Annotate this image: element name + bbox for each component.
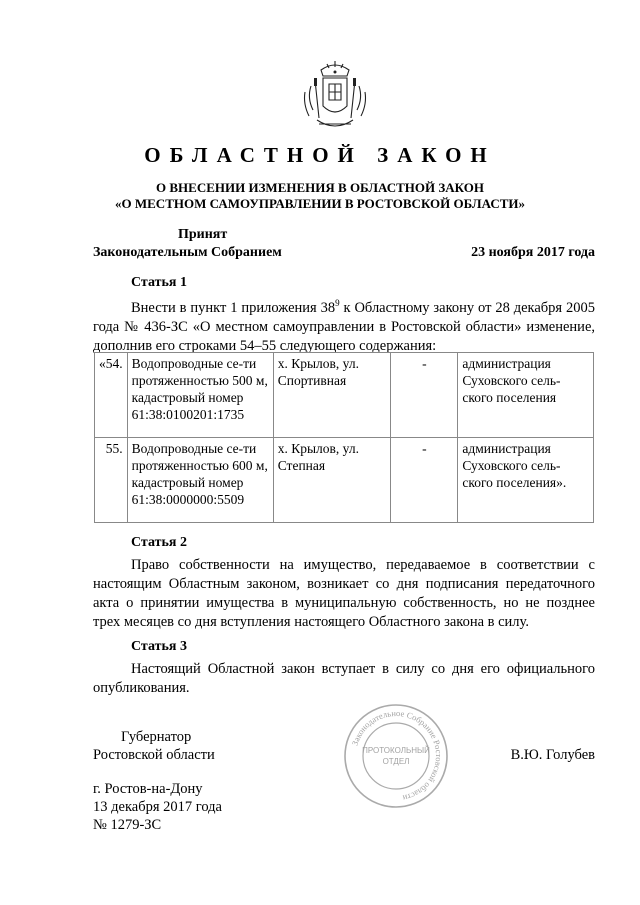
article-1-text-part: Внести в пункт 1 приложения 38 [131, 299, 336, 316]
recipient-administration: администрация Суховского сель-ского поселения [458, 353, 594, 438]
table-row [95, 438, 594, 523]
recipient-administration: администрация Суховского сель-ского поселения». [458, 438, 594, 523]
subtitle-line: «О МЕСТНОМ САМОУПРАВЛЕНИИ В РОСТОВСКОЙ ОБЛАСТИ» [115, 196, 525, 211]
article-1-text-part: к Областному закону от 28 декабря 2005 года № 436-ЗС «О местном самоуправлении в Ростовской области» изменение, дополнив его строками 54–55 следующего содержания: [93, 299, 595, 354]
coat-of-arms-emblem [299, 58, 371, 136]
official-stamp [343, 703, 449, 809]
article-1-superscript: 9 [335, 298, 340, 308]
adopted-by: Законодательным Собранием [93, 245, 282, 260]
object-description: Водопроводные се-ти протяженностью 600 м, кадастровый номер 61:38:0000000:5509 [127, 438, 273, 523]
article-2-heading: Статья 2 [131, 535, 187, 550]
row-number: «54. [95, 353, 128, 438]
empty-cell: - [391, 438, 458, 523]
stamp-center-line: ПРОТОКОЛЬНЫЙ [362, 746, 430, 755]
object-address: х. Крылов, ул. Спортивная [273, 353, 391, 438]
article-2-text: Право собственности на имущество, передаваемое в соответствии с настоящим Областным законом, возникает со дня подписания передаточного акта о принятии имущества в муниципальную собственность, но не позднее трех месяцев со дня вступления настоящего Областного закона в силу. [93, 557, 595, 630]
article-3-text: Настоящий Областной закон вступает в силу со дня его официального опубликования. [93, 661, 595, 696]
amendment-table [94, 352, 594, 523]
object-address: х. Крылов, ул. Степная [273, 438, 391, 523]
document-subtitle [0, 180, 640, 212]
document-title: ОБЛАСТНОЙ ЗАКОН [144, 143, 496, 167]
table-row [95, 353, 594, 438]
stamp-ring-text: Законодательное Собрание Ростовской области [349, 707, 445, 804]
row-number: 55. [95, 438, 128, 523]
stamp-center-line: ОТДЕЛ [382, 757, 410, 766]
article-3-heading: Статья 3 [131, 639, 187, 654]
signatory-title: Губернатор [121, 729, 192, 745]
article-1-text [93, 294, 595, 356]
signatory-name: В.Ю. Голубев [510, 747, 595, 763]
footer-city: г. Ростов-на-Дону [93, 781, 203, 797]
adopted-label: Принят [178, 227, 228, 242]
adoption-date: 23 ноября 2017 года [471, 245, 595, 260]
signatory-region: Ростовской области [93, 747, 215, 763]
article-1-heading: Статья 1 [131, 275, 187, 290]
subtitle-line: О ВНЕСЕНИИ ИЗМЕНЕНИЯ В ОБЛАСТНОЙ ЗАКОН [156, 180, 484, 195]
object-description: Водопроводные се-ти протяженностью 500 м, кадастровый номер 61:38:0100201:1735 [127, 353, 273, 438]
footer-number: № 1279-ЗС [93, 817, 162, 833]
footer-date: 13 декабря 2017 года [93, 799, 222, 815]
empty-cell: - [391, 353, 458, 438]
